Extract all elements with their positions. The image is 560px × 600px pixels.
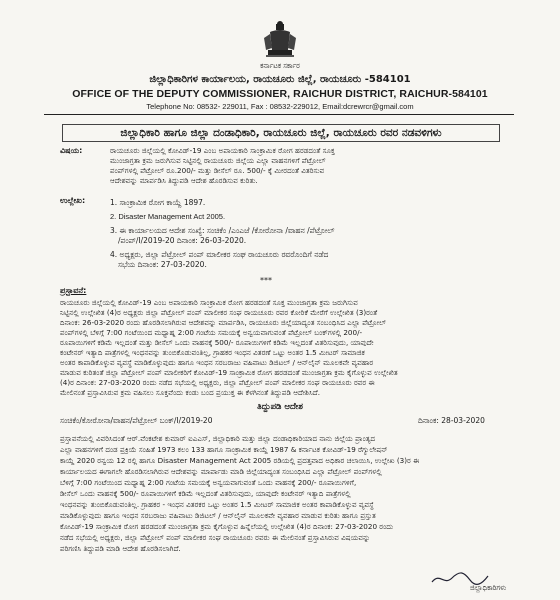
preamble-line: ರೂಪಾಯಿಗಳಿಗೆ ಕಡಿಮೆ ಇಲ್ಲದಂತೆ ಮತ್ತು ಡೀಸೆಲ್ ಒಂದು ವಾಹನಕ್ಕೆ 500/- ರೂಪಾಯಿಗಳಿಗೆ ಕಡಿಮೆ ಇಲ್ಲದಂತೆ ವಿತರಿಸುವುದು, ಯಾವುದೇ (60, 338, 374, 347)
subject-label: ವಿಷಯ: (60, 146, 83, 155)
preamble-line: ಮೇಲಿನಂತೆ ಪ್ರಸ್ತಾವಿಸಿರುವ ಕ್ರಮ ವಹಿಸಲು ಸೂಕ್ತವೆಂದು ಕಂಡು ಬಂದ ಪ್ರಯುಕ್ತ ಈ ಕೆಳಗಿನಂತೆ ತಿದ್ದುಪಡಿ ಆದೇಶಿಸಿದೆ. (60, 388, 321, 397)
order-body-line: ಎಲ್ಲಾ ವಾಹನಗಳಿಗೆ ದಂಡ ಪ್ರಕ್ರಿಯೆ ಸಂಹಿತೆ 1973 ಕಲಂ 133 ಹಾಗೂ ಸಾಂಕ್ರಾಮಿಕ ಕಾಯ್ದೆ 1987 & ಕರ್ನಾಟಕ ಕೋವಿಡ್-19 ರೆಗ್ಯುಲೇಷನ್ (60, 445, 388, 454)
section-separator: *** (260, 276, 272, 285)
preamble-line: (4)ರ ದಿನಾಂಕ: 27-03-2020 ರಂದು ನಡೆದ ಸಭೆಯಲ್ಲಿ ಅಧ್ಯಕ್ಷರು, ಜಿಲ್ಲಾ ಪೆಟ್ರೋಲ್ ಪಂಪ್ ಮಾಲೀಕರ ಸಂಘ ರಾಯಚೂರು ರವರ ಈ (60, 378, 375, 387)
office-name-english: OFFICE OF THE DEPUTY COMMISSIONER, RAICHUR DISTRICT, RAICHUR-584101 (72, 88, 488, 100)
state-emblem-icon (260, 20, 300, 60)
header-divider (44, 114, 514, 115)
subject-line: ರಾಯಚೂರು ಜಿಲ್ಲೆಯಲ್ಲಿ ಕೋವಿಡ್-19 ಎಂಬ ಅಪಾಯಕಾರಿ ಸಾಂಕ್ರಾಮಿಕ ರೋಗ ಹರಡದಂತೆ ಸೂಕ್ತ (110, 146, 335, 155)
signatory-title: ಜಿಲ್ಲಾಧಿಕಾರಿಗಳು (470, 584, 507, 592)
reference-item: 2. Disaster Management Act 2005. (110, 212, 226, 221)
emblem-caption: ಕರ್ನಾಟಕ ಸರ್ಕಾರ (260, 62, 300, 70)
subject-line: ಪಂಪ್‌ಗಳಲ್ಲಿ ಪೆಟ್ರೋಲ್ ರೂ.200/- ಮತ್ತು ಡೀಸೆಲ್ ರೂ. 500/- ಕ್ಕೆ ಮೀರದಂತೆ ವಿತರಿಸುವ (110, 166, 325, 175)
order-body-line: ಮಾಡಿಕೊಳ್ಳುವುದು ಹಾಗೂ ಇಂಧನ ಸರಬರಾಜು ವಹಿವಾಟು ಡಿಜಿಟಲ್ / ಆನ್‌ಲೈನ್ ಮೂಲಕವೇ ವ್ಯವಹಾರ ಮಾಡುವ ಕುರಿತು ಹಾಗೂ ಪ್ರಸ್ತುತ (60, 511, 376, 520)
proceedings-title: ಜಿಲ್ಲಾಧಿಕಾರಿ ಹಾಗೂ ಜಿಲ್ಲಾ ದಂಡಾಧಿಕಾರಿ, ರಾಯಚೂರು ಜಿಲ್ಲೆ, ರಾಯಚೂರು ರವರ ನಡವಳಿಗಳು (62, 124, 500, 142)
reference-item: 1. ಸಾಂಕ್ರಾಮಿಕ ರೋಗ ಕಾಯ್ದೆ 1897. (110, 198, 206, 207)
reference-item: 3. ಈ ಕಾರ್ಯಾಲಯದ ಆದೇಶ ಸಂಖ್ಯೆ: ಸಂಚಿಕೆಂ /ಎಂಎಜೆ /ಕೋರೋನಾ /ವಾಹನ /ಪೆಟ್ರೋಲ್ (110, 226, 335, 235)
order-body-line: ಕಾರ್ಯಾಲಯದ ಈಗಾಗಲೇ ಹೊರಡಿಸಲಾಗಿರುವ ಆದೇಶವನ್ನು ಮಾರ್ಪಾಡು ಮಾಡಿ ಜಿಲ್ಲೆಯಾದ್ಯಂತ ಸಂಬಂಧಿಸಿದ ಎಲ್ಲಾ ಪೆಟ್ರೋಲ್ ಪಂಪ್‌ಗಳಲ್ಲಿ (60, 467, 382, 476)
office-name-kannada: ಜಿಲ್ಲಾಧಿಕಾರಿಗಳ ಕಾರ್ಯಾಲಯ, ರಾಯಚೂರು ಜಿಲ್ಲೆ, ರಾಯಚೂರು -584101 (149, 74, 411, 85)
preamble-line: ಅಂತರ ಕಾಪಾಡಿಕೊಳ್ಳುವ ವ್ಯವಸ್ಥೆ ಮಾಡಿಕೊಳ್ಳುವುದು ಹಾಗೂ ಇಂಧನ ಸರಬರಾಜು ವಹಿವಾಟು ಡಿಜಿಟಲ್ / ಆನ್‌ಲೈನ್ ಮೂಲಕವೇ ವ್ಯವಹಾರ (60, 358, 374, 367)
order-body-line: ಪರಿಗಣಿಸಿ ತಿದ್ದುಪಡಿ ಮಾಡಿ ಆದೇಶ ಹೊರಡಿಸಲಾಗಿದೆ. (60, 544, 181, 553)
preamble-line: ದಿನಾಂಕ: 26-03-2020 ರಂದು ಹೊರಡಿಸಲಾಗಿರುವ ಆದೇಶವನ್ನು ಮಾರ್ಪಡಿಸಿ, ರಾಯಚೂರು ಜಿಲ್ಲೆಯಾದ್ಯಂತ ಸಂಬಂಧಿಸಿದ ಎಲ್ಲಾ ಪೆಟ್ರೋಲ್ (60, 318, 387, 327)
references-label: ಉಲ್ಲೇಖ: (60, 196, 86, 205)
preamble-line: ಮಾಡುವ ಕುರಿತಂತೆ ಜಿಲ್ಲಾ ಪೆಟ್ರೋಲ್ ಪಂಪ್ ಮಾಲೀಕರಿಗೆ ಕೋವಿಡ್-19 ಸಾಂಕ್ರಾಮಿಕ ರೋಗ ಹರಡದಂತೆ ಮುಂಜಾಗ್ರತಾ ಕ್ರಮ ಕೈಗೊಳ್ಳುವ ಉಲ್ಲೇಖಿತ (60, 368, 398, 377)
subject-line: ಆದೇಶವನ್ನು ಮಾರ್ಪಡಿಸಿ ತಿದ್ದುಪಡಿ ಆದೇಶ ಹೊರಡಿಸುವ ಕುರಿತು. (110, 176, 258, 185)
order-body-line: ಕಾಯ್ದೆ 2020 ರನ್ವಯ 12 ರಲ್ಲಿ ಹಾಗೂ Disaster Management Act 2005 ರಡಿಯಲ್ಲಿ ಪ್ರದತ್ತವಾದ ಅಧಿಕಾರ ಚಲಾಯಿಸಿ, ಉಲ್ಲೇಖ (3)ರ ಈ (60, 456, 420, 465)
preamble-label: ಪ್ರಸ್ತಾವನೆ: (60, 286, 87, 295)
preamble-line: ಕಂಟೇನರ್ ಇತ್ಯಾದಿ ಪಾತ್ರೆಗಳಲ್ಲಿ ಇಂಧನವನ್ನು ತುಂಬಿಕೊಡುವಂತಿಲ್ಲ, ಗ್ರಾಹಕರ ಇಂಧನ ವಿತರಣೆ ಒಟ್ಟು ಅಂತರ 1.5 ಮೀಟರ್ ಸಾಮಾಜಿಕ (60, 348, 365, 357)
reference-item: /ಪಂಪ್/I/2019-20 ದಿನಾಂಕ: 26-03-2020. (118, 236, 247, 245)
reference-item: ಸಭೆಯ ದಿನಾಂಕ: 27-03-2020. (118, 260, 207, 269)
order-body-line: ಡೀಸೆಲ್ ಒಂದು ವಾಹನಕ್ಕೆ 500/- ರೂಪಾಯಿಗಳಿಗೆ ಕಡಿಮೆ ಇಲ್ಲದಂತೆ ವಿತರಿಸುವುದು, ಯಾವುದೇ ಕಂಟೇನರ್ ಇತ್ಯಾದಿ ಪಾತ್ರೆಗಳಲ್ಲಿ (60, 489, 351, 498)
order-body-line: ಇಂಧನವನ್ನು ತುಂಬಿಕೊಡುವಂತಿಲ್ಲ. ಗ್ರಾಹಕರ - ಇಂಧನ ವಿತರಕರ ಒಟ್ಟು ಅಂತರ 1.5 ಮೀಟರ್ ಸಾಮಾಜಿಕ ಅಂತರ ಕಾಪಾಡಿಕೊಳ್ಳುವ ವ್ಯವಸ್ಥೆ (60, 500, 374, 509)
order-body-line: ನಡೆದ ಸಭೆಯಲ್ಲಿ ಅಧ್ಯಕ್ಷರು, ಜಿಲ್ಲಾ ಪೆಟ್ರೋಲ್ ಪಂಪ್ ಮಾಲೀಕರ ಸಂಘ ರಾಯಚೂರು ರವರು ಈ ಮೇಲಿನಂತೆ ಪ್ರಸ್ತಾವಿಸಿರುವ ವಿಷಯವನ್ನು (60, 533, 371, 542)
order-title: ತಿದ್ದುಪಡಿ ಆದೇಶ (257, 402, 303, 412)
order-body-line: ಬೆಳಿಗ್ಗೆ 7:00 ಗಂಟೆಯಿಂದ ಮಧ್ಯಾಹ್ನ 2:00 ಗಂಟೆಯ ಸಮಯಕ್ಕೆ ಅನ್ವಯವಾಗುವಂತೆ ಒಂದು ವಾಹನಕ್ಕೆ 200/- ರೂಪಾಯಿಗಳಿಗೆ, (60, 478, 357, 487)
preamble-line: ಪಂಪ್‌ಗಳಲ್ಲಿ ಬೆಳಿಗ್ಗೆ 7:00 ಗಂಟೆಯಿಂದ ಮಧ್ಯಾಹ್ನ 2:00 ಗಂಟೆಯ ಸಮಯಕ್ಕೆ ಅನ್ವಯವಾಗುವಂತೆ ಪೆಟ್ರೋಲ್ ಬಂಕ್‌ಗಳಲ್ಲಿ 200/- (60, 328, 363, 337)
subject-line: ಮುಂಜಾಗ್ರತಾ ಕ್ರಮ ಜರುಗಿಸುವ ನಿಟ್ಟಿನಲ್ಲಿ ರಾಯಚೂರು ಜಿಲ್ಲೆಯ ಎಲ್ಲಾ ವಾಹನಗಳಿಗೆ ಪೆಟ್ರೋಲ್ (110, 156, 326, 165)
reference-item: 4. ಅಧ್ಯಕ್ಷರು, ಜಿಲ್ಲಾ ಪೆಟ್ರೋಲ್ ಪಂಪ್ ಮಾಲೀಕರ ಸಂಘ ರಾಯಚೂರು ರವರೊಂದಿಗೆ ನಡೆದ (110, 250, 329, 259)
order-date: ದಿನಾಂಕ: 28-03-2020 (418, 416, 485, 425)
order-body-line: ಕೋವಿಡ್-19 ಸಾಂಕ್ರಾಮಿಕ ರೋಗ ಹರಡದಂತೆ ಮುಂಜಾಗ್ರತಾ ಕ್ರಮ ಕೈಗೊಳ್ಳುವ ಹಿನ್ನೆಲೆಯಲ್ಲಿ ಉಲ್ಲೇಖಿತ (4)ರ ದಿನಾಂಕ: 27-03-2020 ರಂದು (60, 522, 394, 531)
order-body-line: ಪ್ರಸ್ತಾವನೆಯಲ್ಲಿ ವಿವರಿಸಿದಂತೆ ಆರ್.ವೆಂಕಟೇಶ ಕುಮಾರ್ ಐಎಎಸ್, ಜಿಲ್ಲಾಧಿಕಾರಿ ಮತ್ತು ಜಿಲ್ಲಾ ದಂಡಾಧಿಕಾರಿಯಾದ ನಾನು ಜಿಲ್ಲೆಯ ಪ್ರಾಂತ್ಯದ (60, 434, 376, 443)
order-number: ಸಂಚಿಕೆಂ/ಕೋರೋನಾ/ವಾಹನ/ಪೆಟ್ರೋಲ್ ಬಂಕ್/I/2019-20 (60, 416, 213, 425)
preamble-line: ನಿಟ್ಟಿನಲ್ಲಿ ಉಲ್ಲೇಖಿತ (4)ರ ಅಧ್ಯಕ್ಷರು ಜಿಲ್ಲಾ ಪೆಟ್ರೋಲ್ ಪಂಪ್ ಮಾಲೀಕರ ಸಂಘ ರಾಯಚೂರು ರವರ ಕೋರಿಕೆ ಮೇರೆಗೆ ಉಲ್ಲೇಖಿತ (3)ರಂತೆ (60, 308, 378, 317)
office-contact: Telephone No: 08532- 229011, Fax : 08532-229012, Email:dcrewrcr@gmail.com (146, 102, 414, 111)
preamble-line: ರಾಯಚೂರು ಜಿಲ್ಲೆಯಲ್ಲಿ ಕೋವಿಡ್-19 ಎಂಬ ಅಪಾಯಕಾರಿ ಸಾಂಕ್ರಾಮಿಕ ರೋಗ ಹರಡದಂತೆ ಸೂಕ್ತ ಮುಂಜಾಗ್ರತಾ ಕ್ರಮ ಜರುಗಿಸುವ (60, 298, 358, 307)
